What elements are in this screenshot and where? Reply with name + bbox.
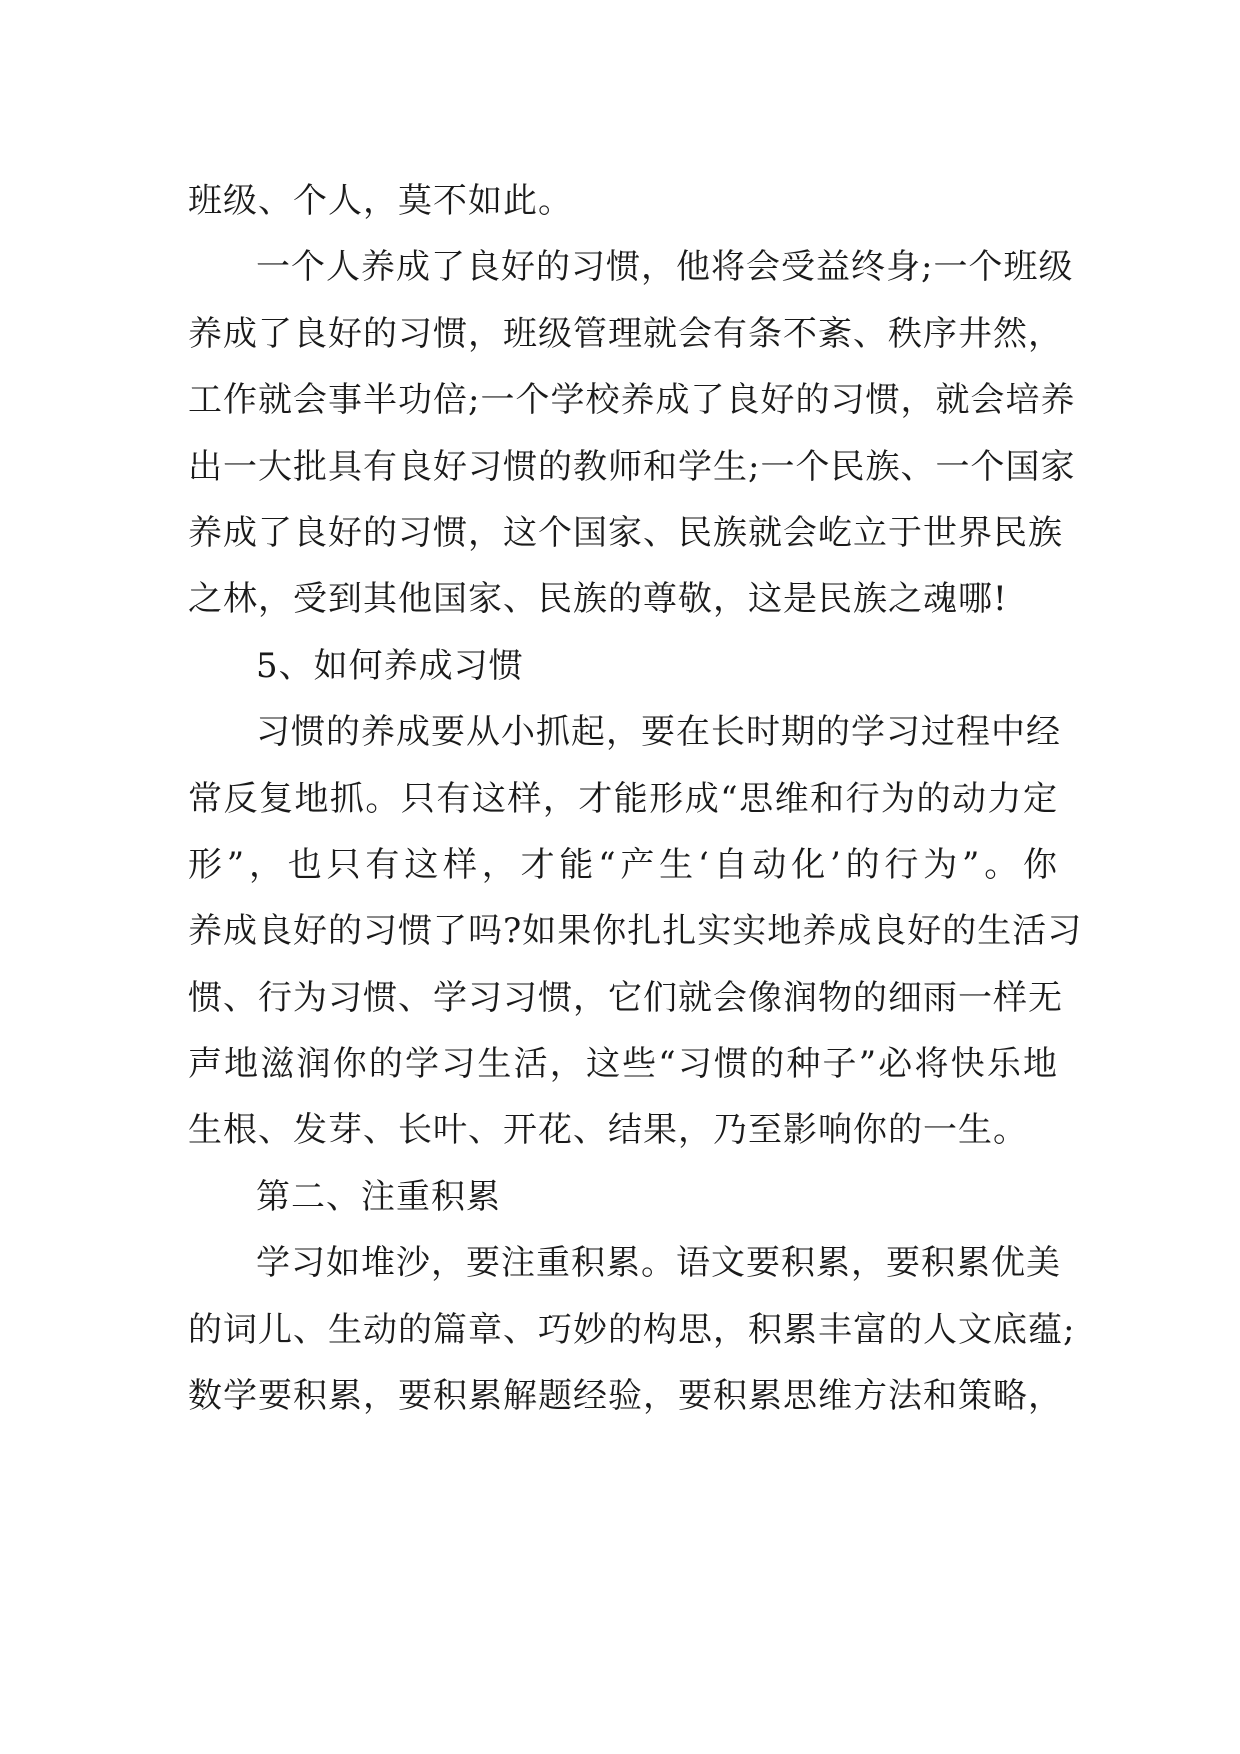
paragraph-line: 生根、发芽、长叶、开花、结果，乃至影响你的一生。 xyxy=(188,1110,1028,1151)
section-heading: 第二、注重积累 xyxy=(256,1176,501,1217)
paragraph-line: 养成良好的习惯了吗?如果你扎扎实实地养成良好的生活习 xyxy=(188,911,1083,952)
paragraph-line: 数学要积累，要积累解题经验，要积累思维方法和策略， xyxy=(188,1376,1063,1417)
paragraph-line: 养成了良好的习惯，班级管理就会有条不紊、秩序井然， xyxy=(188,313,1063,354)
document-body xyxy=(188,168,1083,1429)
paragraph-line: 一个人养成了良好的习惯，他将会受益终身;一个班级 xyxy=(256,247,1074,288)
section-heading: 5、如何养成习惯 xyxy=(256,645,524,686)
paragraph-line: 常反复地抓。只有这样，才能形成“思维和行为的动力定 xyxy=(188,778,1058,819)
paragraph-line: 习惯的养成要从小抓起，要在长时期的学习过程中经 xyxy=(256,712,1061,753)
paragraph-line: 惯、行为习惯、学习习惯，它们就会像润物的细雨一样无 xyxy=(188,977,1063,1018)
paragraph-line: 工作就会事半功倍;一个学校养成了良好的习惯，就会培养 xyxy=(188,380,1076,421)
paragraph-line: 学习如堆沙，要注重积累。语文要积累，要积累优美 xyxy=(256,1243,1061,1284)
paragraph-line: 形”，也只有这样，才能“产生‘自动化’的行为”。你 xyxy=(188,844,1058,885)
paragraph-line: 之林，受到其他国家、民族的尊敬，这是民族之魂哪! xyxy=(188,579,1008,620)
paragraph-line: 出一大批具有良好习惯的教师和学生;一个民族、一个国家 xyxy=(188,446,1076,487)
paragraph-line: 声地滋润你的学习生活，这些“习惯的种子”必将快乐地 xyxy=(188,1044,1058,1085)
paragraph-line: 的词儿、生动的篇章、巧妙的构思，积累丰富的人文底蕴; xyxy=(188,1309,1076,1350)
paragraph-line: 班级、个人，莫不如此。 xyxy=(188,181,573,221)
paragraph-line: 养成了良好的习惯，这个国家、民族就会屹立于世界民族 xyxy=(188,512,1063,553)
